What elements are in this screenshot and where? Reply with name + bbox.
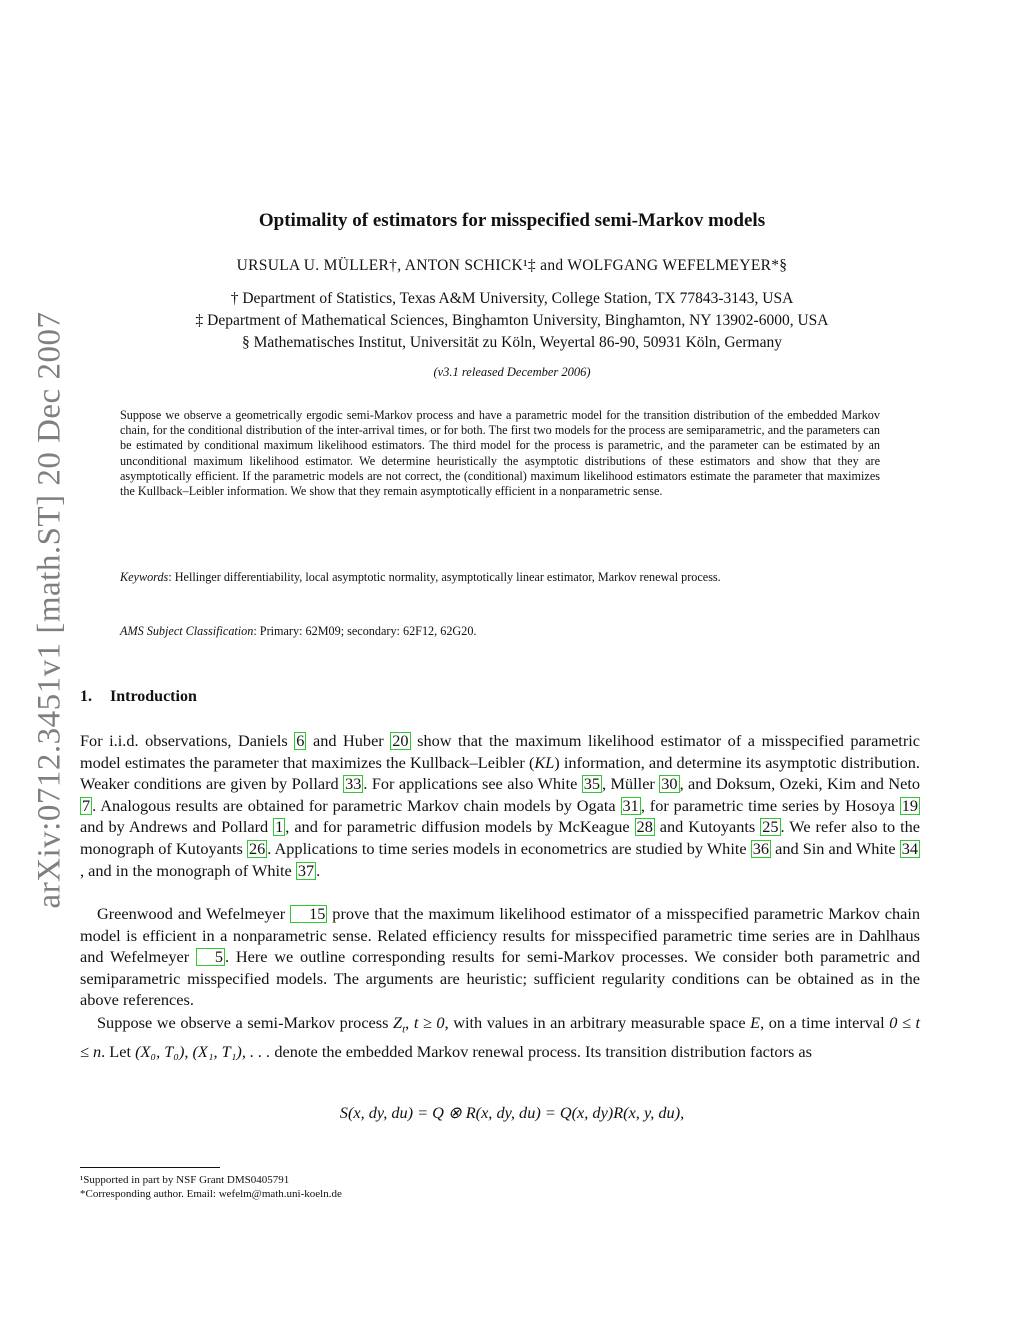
text-run: , for parametric time series by Hosoya	[640, 795, 900, 815]
paragraph-2	[80, 903, 920, 1011]
math-kl: KL	[534, 752, 555, 772]
text-run: , and in the monograph of White	[80, 860, 296, 880]
citation-link[interactable]: 35	[583, 774, 601, 794]
text-run: denote the embedded Markov renewal process. Its transition distribution factors as	[270, 1041, 812, 1061]
text-run: Greenwood and Wefelmeyer	[97, 904, 291, 923]
text-run: Suppose we observe a semi-Markov process	[97, 1013, 394, 1032]
text-run: . Analogous results are obtained for parametric Markov chain models by Ogata	[92, 795, 621, 815]
text-run: , and for parametric diffusion models by McKeague	[285, 817, 635, 837]
text-run: ,	[405, 1013, 414, 1032]
arxiv-identifier: arXiv:0712.3451v1 [math.ST] 20 Dec 2007	[31, 311, 68, 909]
citation-link[interactable]: 30	[661, 774, 678, 794]
citation-link[interactable]: 19	[901, 795, 918, 815]
arxiv-sidebar	[28, 300, 72, 920]
text-run: , and Doksum, Ozeki, Kim and Neto	[679, 774, 920, 794]
citation-link[interactable]: 31	[622, 795, 639, 815]
citation-link[interactable]: 15	[290, 905, 327, 923]
citation-link[interactable]: 1	[275, 817, 284, 837]
keywords-label: Keywords	[120, 570, 169, 584]
ams-classification	[120, 624, 920, 639]
math-subscript: t	[402, 1023, 406, 1036]
text-run: . Here we outline corresponding results for semi-Markov processes. We consider both parametric and semiparametric misspecified models. The arguments are heuristic; sufficient regularity conditions can be obtained as in the above references.	[80, 947, 920, 1010]
affiliation-1: † Department of Statistics, Texas A&M University, College Station, TX 77843-3143, USA	[230, 290, 794, 307]
section-number: 1.	[80, 688, 92, 705]
text-run: prove that the maximum likelihood estimator of a misspecified parametric Markov chain model is efficient in a nonparametric sense. Related efficiency results for misspecified parametric time series are in Dahlhaus and Wefelmeyer	[80, 904, 920, 967]
citation-link[interactable]: 36	[752, 838, 769, 858]
section-heading	[80, 688, 197, 706]
keywords	[120, 570, 920, 585]
citation-link[interactable]: 33	[345, 774, 362, 794]
footnote-rule	[80, 1167, 220, 1168]
text-run: ) information, and determine its asymptotic distribution. Weaker conditions are given by Pollard	[80, 752, 921, 794]
math-z: Z	[393, 1013, 403, 1032]
text-run: and Huber	[306, 731, 391, 750]
text-run: show that the maximum likelihood estimator of a misspecified parametric model estimates the parameter that maximizes the Kullback–Leibler (	[80, 731, 920, 772]
math-t-range: t ≥ 0	[413, 1013, 445, 1032]
citation-link[interactable]: 7	[82, 795, 91, 815]
text-run: , on a time interval	[760, 1013, 890, 1032]
section-title: Introduction	[110, 688, 197, 705]
text-run: . Let	[101, 1041, 136, 1061]
display-formula: S(x, dy, du) = Q ⊗ R(x, dy, du) = Q(x, dy)R(x, y, du),	[339, 1103, 685, 1122]
ams-text: : Primary: 62M09; secondary: 62F12, 62G20.	[253, 624, 477, 638]
keywords-text: : Hellinger differentiability, local asymptotic normality, asymptotically linear estimator, Markov renewal process.	[168, 570, 721, 584]
text-run: . For applications see also White	[363, 774, 582, 794]
math-renewal-process: (X₀, T₀), (X₁, T₁), . . .	[135, 1041, 271, 1061]
citation-link[interactable]: 20	[392, 731, 409, 750]
text-run: and by Andrews and Pollard	[80, 817, 274, 837]
ams-label: AMS Subject Classification	[120, 624, 254, 638]
citation-link[interactable]: 28	[636, 817, 653, 837]
text-run: and Sin and White	[770, 838, 900, 858]
text-run: , Müller	[602, 774, 660, 794]
citation-link[interactable]: 34	[901, 838, 919, 858]
footnote-2: *Corresponding author. Email: wefelm@math.uni-koeln.de	[80, 1188, 342, 1200]
abstract: Suppose we observe a geometrically ergodic semi-Markov process and have a parametric model for the transition distribution of the embedded Markov chain, for the conditional distribution of the inter-arrival times, or for both. The first two models for the process are semiparametric, and the parameters can be estimated by conditional maximum likelihood estimators. The third model for the process is parametric, and the parameter can be estimated by an unconditional maximum likelihood estimator. We determine heuristically the asymptotic distributions of these estimators and show that they are asymptotically efficient. If the parametric models are not correct, the (conditional) maximum likelihood estimators estimate the parameter that maximizes the Kullback–Leibler information. We show that they remain asymptotically efficient in a nonparametric sense.	[120, 408, 880, 499]
citation-link[interactable]: 5	[196, 948, 225, 966]
footnote-1: ¹Supported in part by NSF Grant DMS0405791	[80, 1174, 290, 1186]
text-run: and Kutoyants	[654, 817, 761, 837]
version-note: (v3.1 released December 2006)	[433, 365, 591, 379]
citation-link[interactable]: 25	[762, 817, 779, 837]
text-run: . Applications to time series models in econometrics are studied by White	[267, 838, 751, 858]
paragraph-1	[80, 730, 920, 881]
text-run: , with values in an arbitrary measurable space	[444, 1013, 751, 1032]
author-list: URSULA U. MÜLLER†, ANTON SCHICK¹‡ and WOLFGANG WEFELMEYER*§	[236, 257, 788, 274]
citation-link[interactable]: 26	[248, 838, 266, 858]
math-interval: 0 ≤ t ≤ n	[80, 1013, 921, 1061]
paper-title: Optimality of estimators for misspecified semi-Markov models	[258, 210, 766, 231]
text-run: .	[316, 860, 321, 880]
text-run: For i.i.d. observations, Daniels	[80, 731, 295, 750]
math-e: E	[750, 1013, 761, 1032]
paragraph-3	[80, 1012, 920, 1062]
affiliation-2: ‡ Department of Mathematical Sciences, Binghamton University, Binghamton, NY 13902-6000, USA	[195, 312, 829, 329]
text-run: . We refer also to the monograph of Kutoyants	[80, 817, 920, 858]
citation-link[interactable]: 6	[296, 731, 305, 750]
citation-link[interactable]: 37	[297, 860, 315, 880]
affiliation-3: § Mathematisches Institut, Universität zu Köln, Weyertal 86-90, 50931 Köln, Germany	[242, 334, 782, 351]
